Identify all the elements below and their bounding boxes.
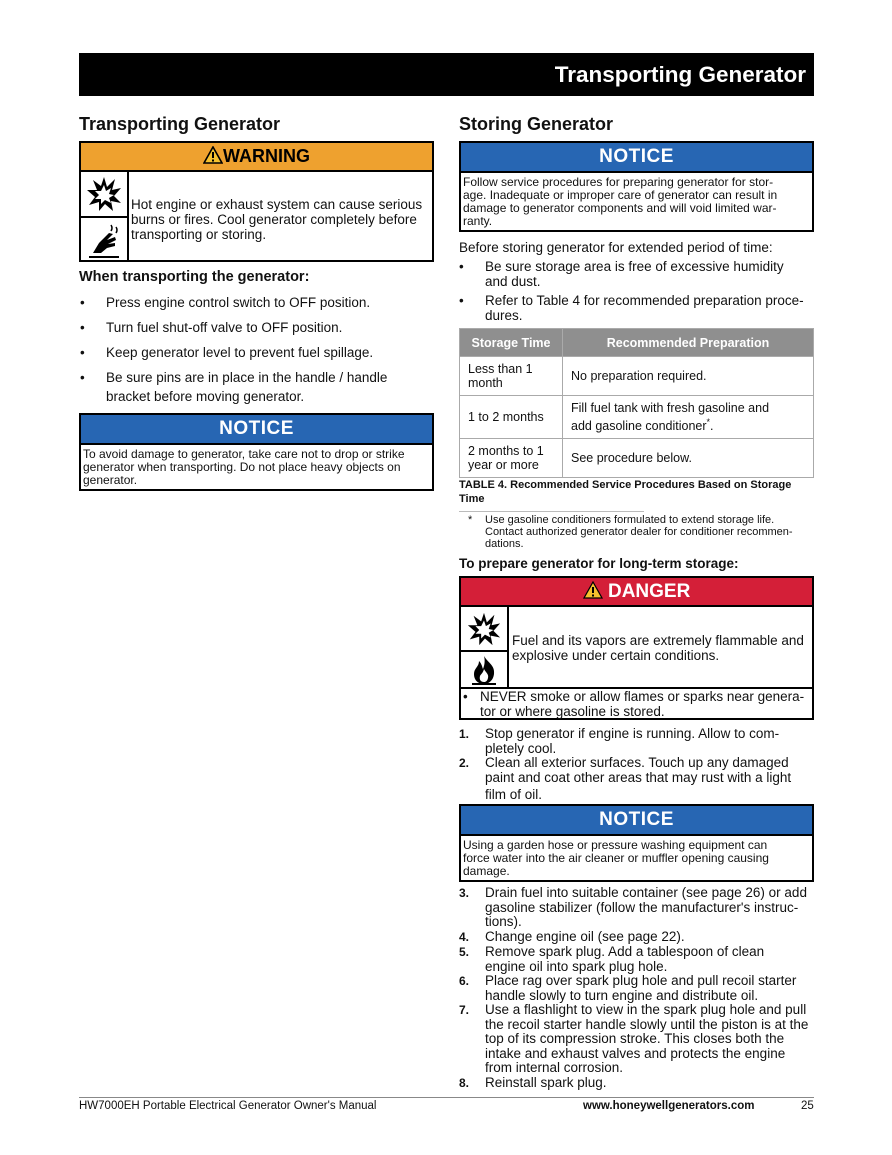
- explosion-icon: [81, 172, 127, 218]
- storage-bullet: • Be sure storage area is free of excessive humidity and dust.: [459, 259, 784, 289]
- warning-text: Hot engine or exhaust system can cause serious burns or fires. Cool generator completely before transporting or storing.: [131, 197, 423, 242]
- page-banner: [79, 53, 814, 96]
- storage-table: [459, 328, 814, 478]
- step-item: 6. Place rag over spark plug hole and pull recoil starter handle slowly to turn engine and distribute oil.: [459, 973, 797, 1003]
- warning-triangle-icon: [203, 146, 223, 164]
- left-heading: Transporting Generator: [79, 114, 281, 134]
- storage-notice-text: Follow service procedures for preparing generator for stor- age. Inadequate or improper care of generator can result in damage to generator components and will void limited war- ranty.: [463, 175, 778, 228]
- table-header: Storage Time: [460, 329, 563, 357]
- left-notice-box: [79, 413, 434, 491]
- footnote-mark: *: [468, 514, 473, 526]
- table-row: [460, 439, 814, 478]
- footer-manual: HW7000EH Portable Electrical Generator Owner's Manual: [79, 1100, 377, 1112]
- storage-subheading: To prepare generator for long-term storage:: [459, 556, 739, 571]
- table-caption: TABLE 4. Recommended Service Procedures Based on Storage Time: [459, 479, 792, 505]
- table-row: [460, 396, 814, 439]
- table-row: [460, 357, 814, 396]
- page-number: 25: [801, 1100, 814, 1112]
- table-header-row: [460, 329, 814, 357]
- table-cell: Fill fuel tank with fresh gasoline and add gasoline conditioner*.: [563, 396, 814, 439]
- storage-bullet: • Refer to Table 4 for recommended preparation proce- dures.: [459, 293, 804, 323]
- table-cell: See procedure below.: [563, 439, 814, 478]
- banner-title: Transporting Generator: [554, 62, 806, 87]
- step-item: 3. Drain fuel into suitable container (see page 26) or add gasoline stabilizer (follow the manufacturer's instruc- tions).: [459, 885, 807, 930]
- warning-header: [81, 143, 432, 172]
- step-item: 2. Clean all exterior surfaces. Touch up any damaged paint and coat other areas that may rust with a light film of oil.: [459, 755, 792, 803]
- table-cell: Less than 1 month: [460, 357, 563, 396]
- notice-label: NOTICE: [81, 415, 432, 445]
- explosion-icon: [461, 607, 507, 652]
- step-item: 5. Remove spark plug. Add a tablespoon of clean engine oil into spark plug hole.: [459, 944, 765, 974]
- danger-box: [459, 576, 814, 720]
- transport-subheading: When transporting the generator:: [79, 269, 310, 285]
- danger-bullet: • NEVER smoke or allow flames or sparks near genera- tor or where gasoline is stored.: [463, 689, 805, 719]
- storage-intro: Before storing generator for extended period of time:: [459, 240, 773, 255]
- table-cell: 1 to 2 months: [460, 396, 563, 439]
- warning-box: [79, 141, 434, 262]
- warning-label: WARNING: [223, 146, 310, 166]
- notice-label: NOTICE: [461, 143, 812, 173]
- left-notice-text: To avoid damage to generator, take care not to drop or strike generator when transporting. Do not place heavy objects on generator.: [83, 447, 405, 487]
- table-footnote: Use gasoline conditioners formulated to extend storage life. Contact authorized generator dealer for conditioner recommen- dations.: [485, 514, 793, 550]
- danger-text: Fuel and its vapors are extremely flammable and explosive under certain conditions.: [512, 633, 804, 663]
- table-cell: No preparation required.: [563, 357, 814, 396]
- footnote-rule: [459, 511, 644, 512]
- washing-notice-box: [459, 804, 814, 882]
- table-cell: 2 months to 1 year or more: [460, 439, 563, 478]
- hot-surface-hand-icon: [81, 218, 127, 262]
- step-item: 7. Use a flashlight to view in the spark plug hole and pull the recoil starter handle slowly until the piston is at the top of its compression stroke. This closes both the intake and exhaust valves and protects the engine from internal corrosion.: [459, 1002, 809, 1076]
- storage-notice-box: [459, 141, 814, 232]
- footer-rule: [79, 1097, 814, 1098]
- danger-header: [461, 578, 812, 607]
- step-item: 1. Stop generator if engine is running. Allow to com- pletely cool.: [459, 726, 780, 756]
- step-item: 4. Change engine oil (see page 22).: [459, 929, 685, 944]
- danger-label: DANGER: [607, 581, 691, 602]
- transport-bullet: • Be sure pins are in place in the handle / handle bracket before moving generator.: [80, 370, 388, 404]
- table-header: Recommended Preparation: [563, 329, 814, 357]
- right-heading: Storing Generator: [459, 114, 614, 134]
- warning-triangle-icon: [583, 581, 603, 599]
- fire-icon: [461, 652, 507, 687]
- step-item: 8. Reinstall spark plug.: [459, 1075, 607, 1090]
- washing-notice-text: Using a garden hose or pressure washing equipment can force water into the air cleaner or muffler opening causing damage.: [463, 838, 769, 878]
- footer-url[interactable]: www.honeywellgenerators.com: [583, 1100, 755, 1112]
- notice-label: NOTICE: [461, 806, 812, 836]
